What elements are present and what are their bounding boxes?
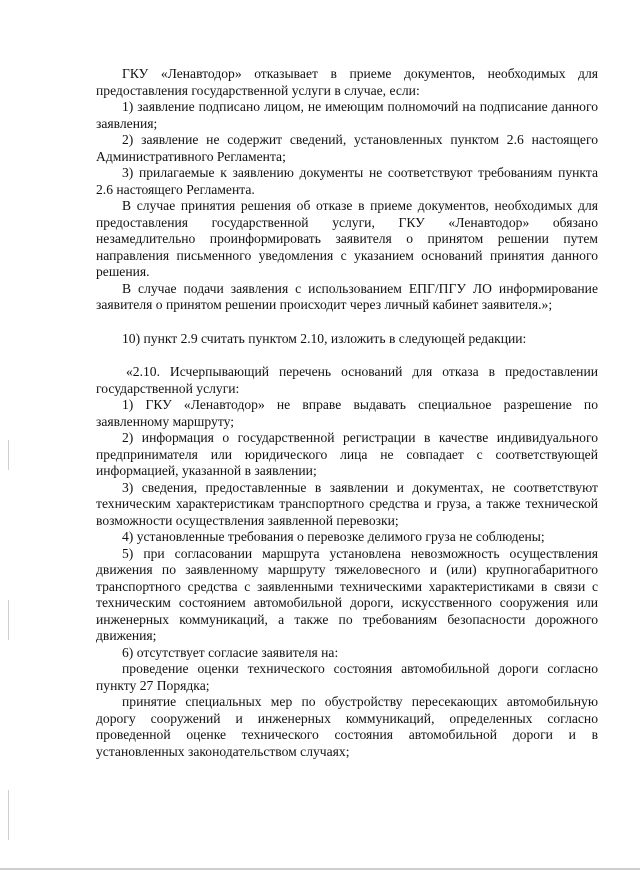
scan-edge-mark bbox=[8, 790, 9, 840]
list-item: 3) сведения, предоставленные в заявлении и документах, не соответствуют техническим характеристикам транспортного средства и груза, а также технической возможности осуществления заявленной перевозки; bbox=[96, 479, 598, 528]
paragraph: 10) пункт 2.9 считать пунктом 2.10, изложить в следующей редакции: bbox=[122, 330, 527, 346]
sub-item: принятие специальных мер по обустройству пересекающих автомобильную дорогу сооружений и инженерных коммуникаций, определенных согласно проведенной оценке технического состояния автомобильной дороги и в установленных законодательством случаях; bbox=[96, 694, 598, 759]
list-item: 2) информация о государственной регистрации в качестве индивидуального предпринимателя или юридического лица не совпадает с соответствующей информацией, указанной в заявлении; bbox=[96, 430, 598, 478]
list-item: 3) прилагаемые к заявлению документы не соответствуют требованиям пункта 2.6 настоящего Регламента. bbox=[96, 165, 598, 197]
list-item: 1) ГКУ «Ленавтодор» не вправе выдавать специальное разрешение по заявленному маршруту; bbox=[96, 397, 598, 429]
paragraph: «2.10. Исчерпывающий перечень оснований для отказа в предоставлении государственной услуги: bbox=[96, 364, 598, 396]
list-item: 6) отсутствует согласие заявителя на: bbox=[122, 644, 339, 660]
paragraph: В случае принятия решения об отказе в приеме документов, необходимых для предоставления государственной услуги, ГКУ «Ленавтодор» обязано незамедлительно проинформировать заявителя о принятом решении путем направления письменного уведомления с указанием оснований принятия данного решения. bbox=[96, 198, 598, 279]
paragraph: В случае подачи заявления с использованием ЕПГ/ПГУ ЛО информирование заявителя о принятом решении происходит через личный кабинет заявителя.»; bbox=[96, 280, 598, 312]
scan-edge-mark bbox=[8, 440, 9, 470]
paragraph: ГКУ «Ленавтодор» отказывает в приеме документов, необходимых для предоставления государственной услуги в случае, если: bbox=[96, 66, 598, 98]
scan-edge-mark bbox=[8, 600, 9, 640]
list-item: 1) заявление подписано лицом, не имеющим полномочий на подписание данного заявления; bbox=[96, 99, 598, 131]
list-item: 4) установленные требования о перевозке делимого груза не соблюдены; bbox=[122, 529, 545, 544]
list-item: 2) заявление не содержит сведений, установленных пунктом 2.6 настоящего Административного Регламента; bbox=[96, 132, 598, 164]
sub-item: проведение оценки технического состояния автомобильной дороги согласно пункту 27 Порядка; bbox=[96, 661, 598, 693]
document-body bbox=[96, 66, 598, 760]
list-item: 5) при согласовании маршрута установлена невозможность осуществления движения по заявленному маршруту тяжеловесного и (или) крупногабаритного транспортного средства с заявленными техническими характеристиками в связи с техническим состоянием автомобильной дороги, искусственного сооружения или инженерных коммуникаций, а также по требованиям безопасности дорожного движения; bbox=[96, 545, 598, 643]
